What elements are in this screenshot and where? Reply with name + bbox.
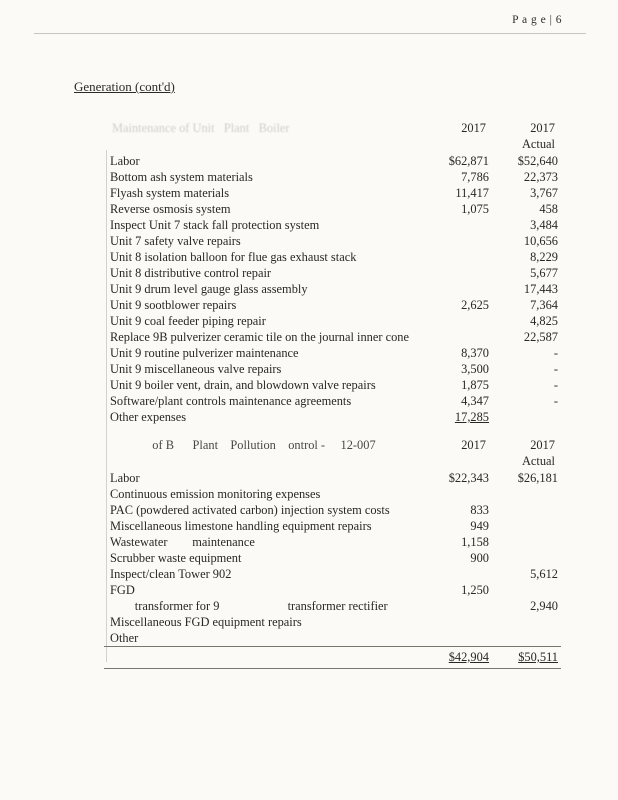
row-label: Reverse osmosis system <box>110 202 231 216</box>
row-value-2017-actual: 22,587 <box>523 330 558 344</box>
table-row <box>104 329 561 345</box>
row-value-2017-actual: - <box>553 378 558 392</box>
row-value-2017 <box>423 329 492 345</box>
row-value-2017: 1,158 <box>461 535 489 549</box>
section-heading: Generation (cont'd) <box>74 79 175 94</box>
row-label: Unit 9 miscellaneous valve repairs <box>110 362 282 376</box>
table-header-row <box>104 121 561 153</box>
total-2017-actual: $50,511 <box>492 647 561 669</box>
row-label: Labor <box>110 154 140 168</box>
row-value-2017: $22,343 <box>448 471 489 485</box>
totals-row <box>104 647 561 669</box>
row-value-2017: 1,250 <box>461 583 489 597</box>
table-row <box>104 486 561 502</box>
row-value-2017-actual: $52,640 <box>517 154 558 168</box>
row-label: Inspect/clean Tower 902 <box>110 567 232 581</box>
row-value-2017: 900 <box>470 551 489 565</box>
table-row <box>104 265 561 281</box>
row-value-2017 <box>423 486 492 502</box>
row-value-2017: 17,285 <box>454 410 489 424</box>
row-value-2017 <box>423 233 492 249</box>
row-value-2017: 3,500 <box>461 362 489 376</box>
page-number: P a g e | 6 <box>512 14 562 26</box>
row-value-2017: 4,347 <box>461 394 489 408</box>
totals-label-cell <box>104 647 423 669</box>
table-row <box>104 313 561 329</box>
table-row <box>104 409 561 425</box>
table-row <box>104 614 561 630</box>
row-label: Unit 7 safety valve repairs <box>110 234 241 248</box>
table-row <box>104 566 561 582</box>
table-row <box>104 185 561 201</box>
row-value-2017: 2,625 <box>461 298 489 312</box>
column-header-2017: 2017 <box>461 121 486 135</box>
row-label: Other expenses <box>110 410 187 424</box>
row-label: Miscellaneous limestone handling equipment repairs <box>110 519 372 533</box>
row-value-2017: 7,786 <box>461 170 489 184</box>
row-value-2017 <box>423 265 492 281</box>
row-value-2017-actual <box>492 486 561 502</box>
row-label: Unit 8 distributive control repair <box>110 266 272 280</box>
table-row <box>104 377 561 393</box>
row-value-2017: 8,370 <box>461 346 489 360</box>
row-value-2017-actual: 4,825 <box>530 314 558 328</box>
table-header-row <box>104 438 561 470</box>
table-row <box>104 598 561 614</box>
row-label: PAC (powdered activated carbon) injection system costs <box>110 503 390 517</box>
table-row <box>104 249 561 265</box>
row-label: Flyash system materials <box>110 186 230 200</box>
row-value-2017 <box>423 313 492 329</box>
row-label: Unit 9 drum level gauge glass assembly <box>110 282 308 296</box>
row-value-2017: 949 <box>470 519 489 533</box>
row-value-2017 <box>423 281 492 297</box>
row-label: Unit 9 coal feeder piping repair <box>110 314 266 328</box>
row-label: Miscellaneous FGD equipment repairs <box>110 615 302 629</box>
row-value-2017-actual <box>492 518 561 534</box>
table-row <box>104 217 561 233</box>
table-row <box>104 169 561 185</box>
row-value-2017-actual <box>492 582 561 598</box>
column-header-2017: 2017 <box>461 438 486 452</box>
row-value-2017-actual <box>492 409 561 425</box>
table-row <box>104 582 561 598</box>
row-value-2017-actual: - <box>553 362 558 376</box>
row-value-2017-actual <box>492 550 561 566</box>
table-row <box>104 345 561 361</box>
table-title: of B Plant Pollution ontrol - 12-007 <box>112 438 376 452</box>
boiler-maintenance-table <box>104 121 561 425</box>
row-label: Unit 9 sootblower repairs <box>110 298 237 312</box>
row-label: Other <box>110 631 139 645</box>
row-value-2017 <box>423 249 492 265</box>
row-value-2017-actual: 8,229 <box>530 250 558 264</box>
row-label: Scrubber waste equipment <box>110 551 242 565</box>
row-value-2017-actual <box>492 534 561 550</box>
table-row <box>104 201 561 217</box>
row-value-2017-actual: 5,612 <box>530 567 558 581</box>
row-value-2017-actual: 3,484 <box>530 218 558 232</box>
column-header-2017-actual: 2017 Actual <box>521 121 555 151</box>
row-label: Bottom ash system materials <box>110 170 253 184</box>
table-row <box>104 630 561 647</box>
table-row <box>104 153 561 169</box>
table-row <box>104 470 561 486</box>
pollution-control-table <box>104 438 561 669</box>
row-value-2017-actual: 3,767 <box>530 186 558 200</box>
row-value-2017-actual <box>492 630 561 647</box>
row-value-2017 <box>423 614 492 630</box>
row-value-2017: 1,875 <box>461 378 489 392</box>
row-value-2017 <box>423 566 492 582</box>
table-row <box>104 361 561 377</box>
row-value-2017 <box>423 630 492 647</box>
row-label: transformer for 9 transformer rectifier <box>110 599 388 613</box>
table-row <box>104 393 561 409</box>
row-value-2017-actual: 7,364 <box>530 298 558 312</box>
row-value-2017: $62,871 <box>448 154 489 168</box>
row-value-2017: 11,417 <box>455 186 489 200</box>
table-row <box>104 502 561 518</box>
column-header-2017-actual: 2017 Actual <box>521 438 555 468</box>
row-label: Wastewater maintenance <box>110 535 255 549</box>
row-label: Inspect Unit 7 stack fall protection system <box>110 218 320 232</box>
row-value-2017-actual: - <box>553 394 558 408</box>
row-value-2017 <box>423 598 492 614</box>
row-value-2017-actual: 5,677 <box>530 266 558 280</box>
header-rule <box>34 33 586 34</box>
row-value-2017-actual: $26,181 <box>517 471 558 485</box>
table-row <box>104 518 561 534</box>
table-title-cell <box>104 438 423 470</box>
table-row <box>104 550 561 566</box>
row-value-2017: 833 <box>470 503 489 517</box>
table-row <box>104 281 561 297</box>
row-value-2017 <box>423 217 492 233</box>
table-row <box>104 297 561 313</box>
row-label: Unit 8 isolation balloon for flue gas exhaust stack <box>110 250 357 264</box>
row-label: Continuous emission monitoring expenses <box>110 487 321 501</box>
row-value-2017-actual: 17,443 <box>523 282 558 296</box>
row-value-2017: 1,075 <box>461 202 489 216</box>
row-value-2017-actual: 2,940 <box>530 599 558 613</box>
row-value-2017-actual <box>492 502 561 518</box>
total-2017: $42,904 <box>423 647 492 669</box>
row-label: FGD <box>110 583 135 597</box>
row-value-2017-actual: 458 <box>539 202 558 216</box>
table-row <box>104 233 561 249</box>
table-title: Maintenance of Unit Plant Boiler <box>112 121 290 135</box>
row-value-2017-actual: 22,373 <box>523 170 558 184</box>
row-label: Software/plant controls maintenance agreements <box>110 394 352 408</box>
row-label: Unit 9 routine pulverizer maintenance <box>110 346 299 360</box>
row-value-2017-actual <box>492 614 561 630</box>
table-body <box>104 153 561 425</box>
table-body <box>104 470 561 647</box>
row-value-2017-actual: - <box>553 346 558 360</box>
row-label: Labor <box>110 471 140 485</box>
row-value-2017-actual: 10,656 <box>523 234 558 248</box>
table-row <box>104 534 561 550</box>
row-label: Unit 9 boiler vent, drain, and blowdown valve repairs <box>110 378 376 392</box>
row-label: Replace 9B pulverizer ceramic tile on the journal inner cone <box>110 330 409 344</box>
table-title-cell <box>104 121 423 153</box>
